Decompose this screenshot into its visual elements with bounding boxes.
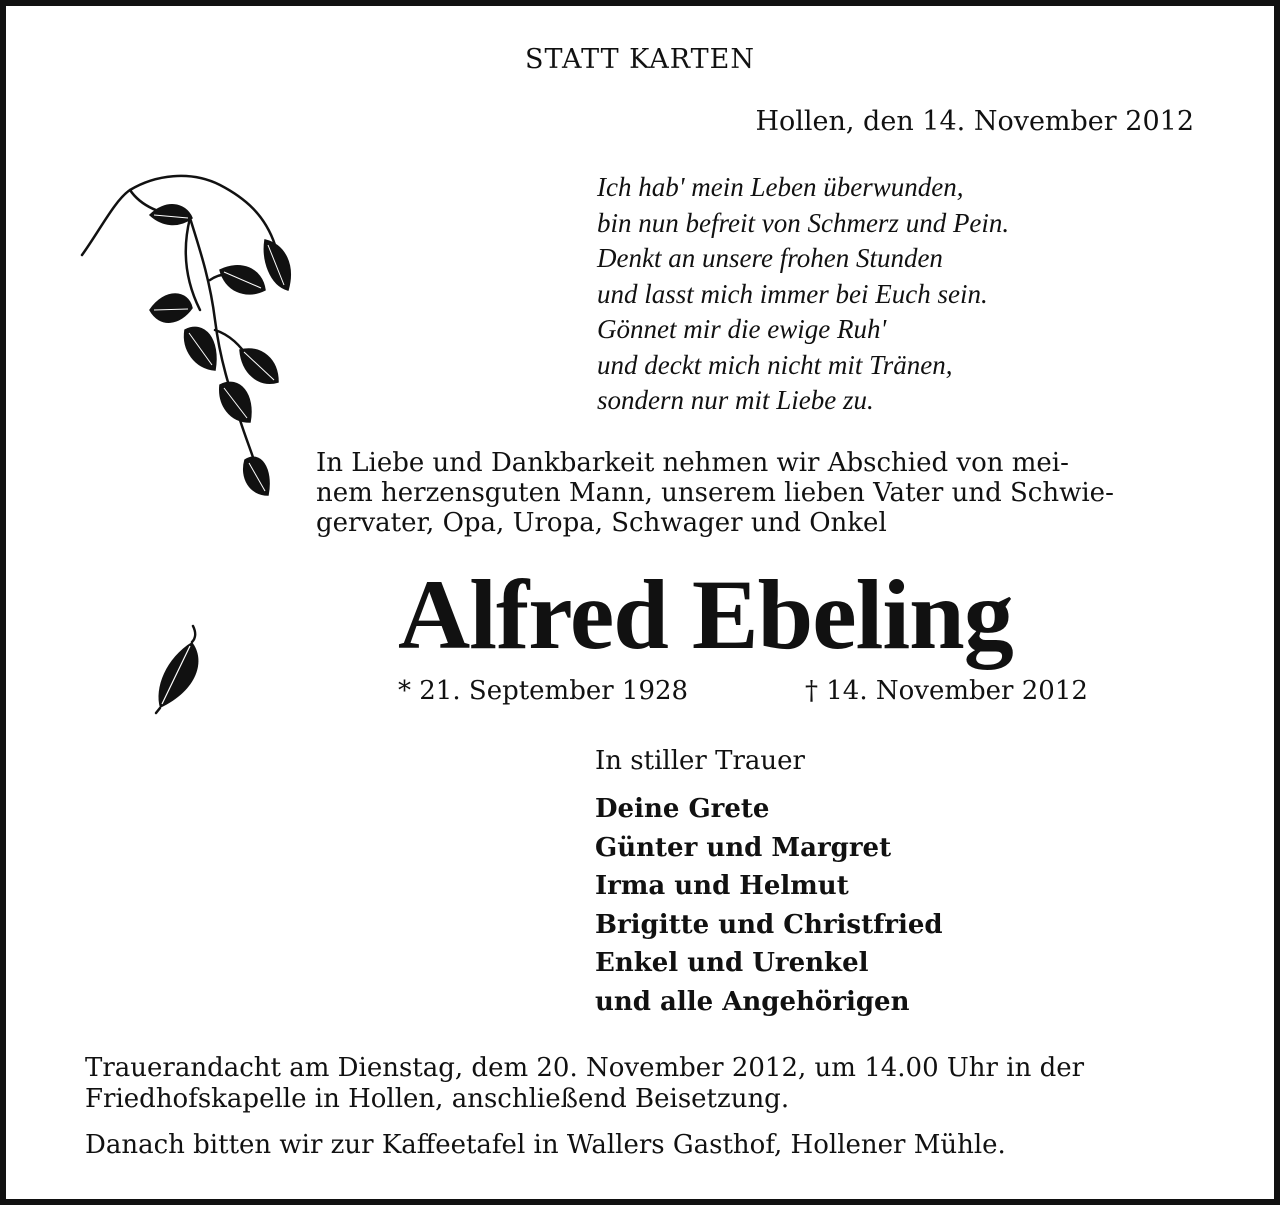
poem-line: bin nun befreit von Schmerz und Pein. bbox=[597, 207, 1010, 238]
falling-leaf-icon bbox=[148, 620, 208, 715]
mourner-name: und alle Angehörigen bbox=[595, 986, 910, 1017]
coffee-invitation: Danach bitten wir zur Kaffeetafel in Wallers Gasthof, Hollener Mühle. bbox=[85, 1130, 1006, 1160]
mourner-name: Enkel und Urenkel bbox=[595, 948, 869, 979]
mourner-name: Deine Grete bbox=[595, 794, 770, 824]
birch-branch-icon bbox=[70, 160, 310, 530]
farewell-intro bbox=[316, 448, 1196, 538]
statt-karten-heading: STATT KARTEN bbox=[525, 44, 755, 75]
memorial-poem bbox=[597, 170, 1009, 419]
intro-line: nem herzensguten Mann, unserem lieben Vater und Schwie- bbox=[316, 478, 1114, 508]
poem-line: sondern nur mit Liebe zu. bbox=[597, 385, 874, 415]
service-line: Friedhofskapelle in Hollen, anschließend Beisetzung. bbox=[85, 1084, 790, 1114]
mourner-name: Irma und Helmut bbox=[595, 871, 849, 902]
intro-line: In Liebe und Dankbarkeit nehmen wir Abschied von mei- bbox=[316, 448, 1069, 478]
birth-date: * 21. September 1928 bbox=[398, 676, 689, 706]
intro-line: gervater, Opa, Uropa, Schwager und Onkel bbox=[316, 508, 887, 538]
service-line: Trauerandacht am Dienstag, dem 20. November 2012, um 14.00 Uhr in der bbox=[85, 1053, 1085, 1083]
mourning-heading: In stiller Trauer bbox=[595, 746, 805, 776]
mourner-name: Günter und Margret bbox=[595, 832, 892, 863]
service-details bbox=[85, 1053, 1200, 1115]
deceased-name: Alfred Ebeling bbox=[398, 559, 1013, 670]
poem-line: Ich hab' mein Leben überwunden, bbox=[597, 172, 964, 202]
poem-line: Gönnet mir die ewige Ruh' bbox=[597, 314, 887, 344]
poem-line: Denkt an unsere frohen Stunden bbox=[597, 243, 943, 273]
mourner-name: Brigitte und Christfried bbox=[595, 909, 943, 940]
poem-line: und deckt mich nicht mit Tränen, bbox=[597, 349, 953, 380]
place-date-line: Hollen, den 14. November 2012 bbox=[755, 106, 1194, 137]
mourner-list bbox=[595, 790, 943, 1022]
death-date: † 14. November 2012 bbox=[805, 676, 1088, 706]
poem-line: und lasst mich immer bei Euch sein. bbox=[597, 278, 988, 309]
